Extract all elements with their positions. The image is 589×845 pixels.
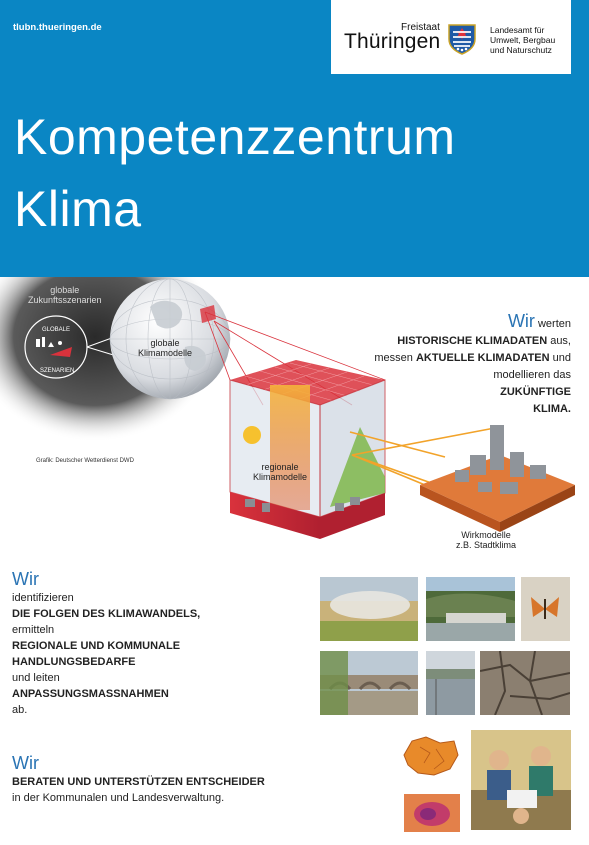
label-szenarien: SZENARIEN (40, 368, 75, 374)
site-url[interactable]: tlubn.thueringen.de (13, 22, 102, 33)
section-climate-impacts: Wir identifizieren DIE FOLGEN DES KLIMAWANDELS, ermitteln REGIONALE UND KOMMUNALE HANDLUNGSBEDARFE und leiten ANPASSUNGSMASSNAHMEN ab. (12, 568, 312, 718)
label-global-scenarios: globale Zukunftsszenarien (28, 285, 102, 305)
section-consulting: Wir BERATEN UND UNTERSTÜTZEN ENTSCHEIDER in der Kommunalen und Landesverwaltung. (12, 752, 342, 806)
thueringen-logo[interactable] (331, 0, 571, 74)
photo-field-fire (320, 577, 418, 641)
page-title-line-2: Klima (14, 181, 142, 237)
coat-of-arms-icon (447, 23, 477, 55)
label-impact-models: Wirkmodelle z.B. Stadtklima (456, 530, 517, 550)
agency-name: Landesamt für Umwelt, Bergbau und Naturschutz (490, 25, 556, 55)
label-globale: GLOBALE (42, 327, 71, 333)
header-band (0, 0, 589, 277)
section-wir: Wir (12, 753, 39, 773)
intro-wir: Wir (507, 311, 535, 331)
sun-icon (243, 426, 261, 444)
label-global-models: globale Klimamodelle (138, 338, 193, 358)
logo-state-name: Thüringen (344, 30, 441, 53)
illustration-consultation (471, 730, 571, 830)
heat-column (270, 385, 310, 510)
map-thuringia-heat (404, 794, 460, 832)
photo-bridge-river (320, 651, 418, 715)
label-regional-models: regionale Klimamodelle (253, 462, 308, 482)
map-thuringia-districts (400, 733, 462, 779)
section-wir: Wir (12, 569, 39, 589)
photo-dam (426, 577, 515, 641)
graphic-credit: Grafik: Deutscher Wetterdienst DWD (36, 458, 134, 464)
page-title-line-1: Kompetenzzentrum (14, 109, 456, 165)
logo-freistaat: Freistaat (401, 22, 440, 33)
intro-text: Wir werten HISTORISCHE KLIMADATEN aus, messen AKTUELLE KLIMADATEN und modellieren das ZUKÜNFTIGE KLIMA. (374, 311, 571, 415)
photo-flood (426, 651, 475, 715)
photo-butterfly (521, 577, 570, 641)
photo-dry-soil (480, 651, 570, 715)
